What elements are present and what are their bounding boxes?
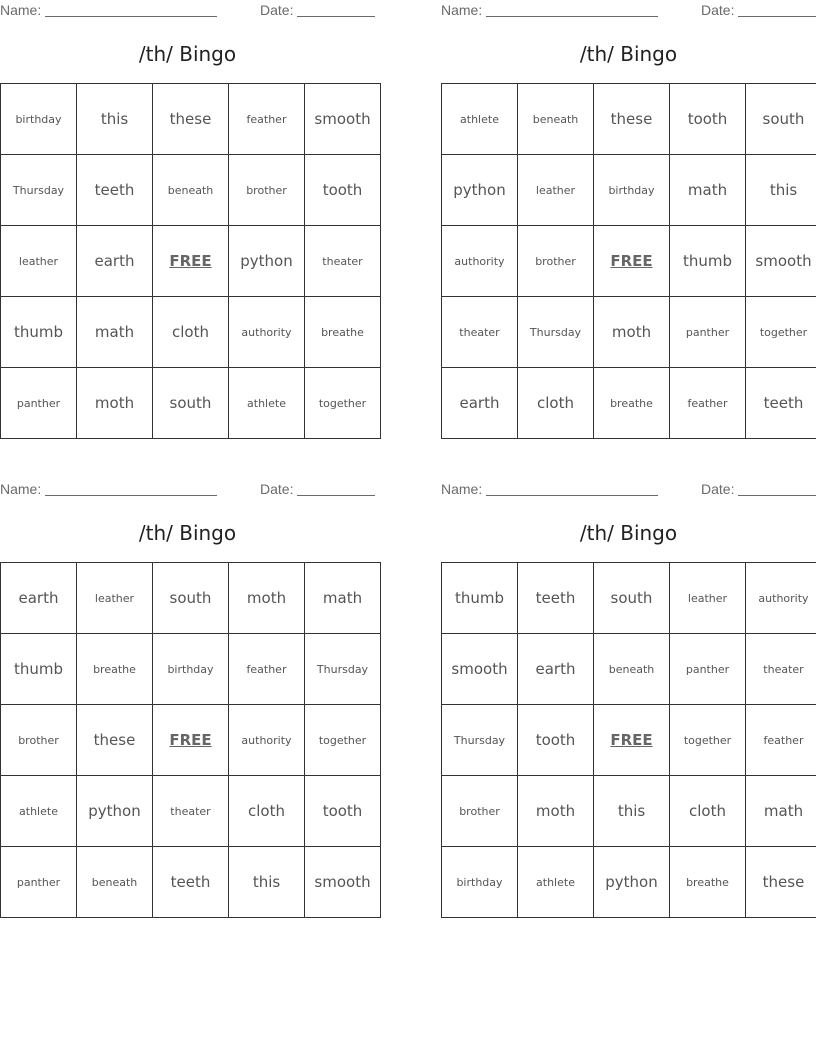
bingo-cell: thumb (1, 634, 77, 705)
bingo-cell: thumb (670, 226, 746, 297)
bingo-row (1, 563, 381, 634)
free-space-cell: FREE (153, 705, 229, 776)
bingo-card (0, 0, 375, 435)
card-title: /th/ Bingo (138, 42, 237, 66)
bingo-row (442, 705, 816, 776)
bingo-cell: breathe (670, 847, 746, 918)
bingo-cell: tooth (305, 155, 381, 226)
bingo-cell: birthday (153, 634, 229, 705)
bingo-cell: south (153, 563, 229, 634)
bingo-cell: breathe (77, 634, 153, 705)
bingo-cell: tooth (670, 84, 746, 155)
bingo-cell: theater (442, 297, 518, 368)
name-blank-line (486, 495, 658, 496)
bingo-card (0, 479, 375, 914)
bingo-cell: panther (670, 634, 746, 705)
name-label: Name: (441, 2, 483, 18)
bingo-cell: leather (1, 226, 77, 297)
bingo-row (442, 847, 816, 918)
bingo-row (442, 776, 816, 847)
bingo-cell: south (594, 563, 670, 634)
bingo-cell: athlete (442, 84, 518, 155)
bingo-cell: feather (229, 634, 305, 705)
bingo-row (442, 634, 816, 705)
bingo-cell: brother (442, 776, 518, 847)
bingo-cell: breathe (594, 368, 670, 439)
name-date-header (441, 2, 816, 20)
bingo-cell: python (594, 847, 670, 918)
date-blank-line (738, 16, 816, 17)
bingo-row (442, 368, 816, 439)
bingo-cell: these (77, 705, 153, 776)
bingo-cell: teeth (153, 847, 229, 918)
bingo-cell: smooth (305, 84, 381, 155)
bingo-cell: teeth (77, 155, 153, 226)
bingo-grid (0, 83, 381, 439)
name-date-header (441, 481, 816, 499)
bingo-cell: together (746, 297, 816, 368)
name-blank-line (45, 495, 217, 496)
bingo-grid (441, 562, 816, 918)
date-blank-line (297, 16, 375, 17)
name-blank-line (486, 16, 658, 17)
free-space-cell: FREE (594, 705, 670, 776)
name-label: Name: (0, 481, 42, 497)
date-label: Date: (260, 481, 294, 497)
bingo-cell: earth (518, 634, 594, 705)
bingo-cell: this (746, 155, 816, 226)
bingo-cell: cloth (518, 368, 594, 439)
bingo-cell: python (442, 155, 518, 226)
bingo-row (1, 705, 381, 776)
bingo-cell: theater (746, 634, 816, 705)
bingo-cell: earth (77, 226, 153, 297)
bingo-cell: beneath (153, 155, 229, 226)
bingo-card (441, 0, 816, 435)
bingo-row (1, 847, 381, 918)
bingo-cell: birthday (442, 847, 518, 918)
bingo-cell: authority (442, 226, 518, 297)
bingo-cell: athlete (518, 847, 594, 918)
bingo-cell: athlete (229, 368, 305, 439)
bingo-row (1, 226, 381, 297)
bingo-cell: birthday (594, 155, 670, 226)
bingo-cell: Thursday (518, 297, 594, 368)
bingo-cell: moth (518, 776, 594, 847)
bingo-cell: panther (1, 847, 77, 918)
bingo-cell: smooth (305, 847, 381, 918)
date-label: Date: (260, 2, 294, 18)
bingo-row (1, 776, 381, 847)
card-title: /th/ Bingo (579, 521, 678, 545)
bingo-cell: smooth (746, 226, 816, 297)
bingo-cell: python (229, 226, 305, 297)
bingo-cell: math (305, 563, 381, 634)
bingo-cell: breathe (305, 297, 381, 368)
bingo-cell: Thursday (1, 155, 77, 226)
bingo-row (1, 84, 381, 155)
date-label: Date: (701, 2, 735, 18)
bingo-cell: theater (305, 226, 381, 297)
name-label: Name: (0, 2, 42, 18)
bingo-cell: these (746, 847, 816, 918)
bingo-cell: these (153, 84, 229, 155)
bingo-cell: earth (442, 368, 518, 439)
bingo-cell: feather (670, 368, 746, 439)
bingo-row (442, 297, 816, 368)
bingo-cell: math (670, 155, 746, 226)
bingo-cell: these (594, 84, 670, 155)
bingo-cell: brother (518, 226, 594, 297)
bingo-cell: together (305, 368, 381, 439)
bingo-row (442, 563, 816, 634)
bingo-grid (441, 83, 816, 439)
bingo-cell: athlete (1, 776, 77, 847)
bingo-cell: together (670, 705, 746, 776)
bingo-cell: Thursday (442, 705, 518, 776)
name-date-header (0, 2, 375, 20)
bingo-cell: math (746, 776, 816, 847)
bingo-cell: moth (77, 368, 153, 439)
bingo-cell: birthday (1, 84, 77, 155)
date-blank-line (297, 495, 375, 496)
bingo-grid (0, 562, 381, 918)
bingo-cell: authority (229, 297, 305, 368)
name-label: Name: (441, 481, 483, 497)
bingo-cell: math (77, 297, 153, 368)
bingo-row (1, 634, 381, 705)
bingo-row (442, 155, 816, 226)
bingo-cell: tooth (305, 776, 381, 847)
bingo-cell: authority (229, 705, 305, 776)
free-space-cell: FREE (153, 226, 229, 297)
bingo-cell: teeth (746, 368, 816, 439)
bingo-cell: panther (1, 368, 77, 439)
bingo-cell: leather (518, 155, 594, 226)
bingo-cell: authority (746, 563, 816, 634)
date-blank-line (738, 495, 816, 496)
bingo-cell: south (153, 368, 229, 439)
bingo-cell: brother (1, 705, 77, 776)
bingo-cell: this (77, 84, 153, 155)
bingo-cell: leather (670, 563, 746, 634)
bingo-cell: cloth (229, 776, 305, 847)
card-title: /th/ Bingo (138, 521, 237, 545)
bingo-row (442, 84, 816, 155)
bingo-cell: earth (1, 563, 77, 634)
bingo-cell: this (229, 847, 305, 918)
bingo-row (1, 368, 381, 439)
bingo-cell: smooth (442, 634, 518, 705)
bingo-cell: beneath (594, 634, 670, 705)
bingo-cell: together (305, 705, 381, 776)
bingo-row (1, 155, 381, 226)
bingo-cell: thumb (1, 297, 77, 368)
bingo-cell: cloth (670, 776, 746, 847)
bingo-cell: brother (229, 155, 305, 226)
bingo-cell: beneath (518, 84, 594, 155)
bingo-cell: feather (229, 84, 305, 155)
name-date-header (0, 481, 375, 499)
date-label: Date: (701, 481, 735, 497)
bingo-cell: leather (77, 563, 153, 634)
bingo-cell: beneath (77, 847, 153, 918)
bingo-cell: south (746, 84, 816, 155)
bingo-cell: python (77, 776, 153, 847)
bingo-cell: moth (229, 563, 305, 634)
bingo-cell: panther (670, 297, 746, 368)
free-space-cell: FREE (594, 226, 670, 297)
bingo-row (442, 226, 816, 297)
bingo-cell: feather (746, 705, 816, 776)
bingo-cell: cloth (153, 297, 229, 368)
bingo-cell: moth (594, 297, 670, 368)
bingo-cell: thumb (442, 563, 518, 634)
name-blank-line (45, 16, 217, 17)
bingo-card (441, 479, 816, 914)
bingo-row (1, 297, 381, 368)
card-title: /th/ Bingo (579, 42, 678, 66)
bingo-cell: Thursday (305, 634, 381, 705)
bingo-cell: theater (153, 776, 229, 847)
bingo-cell: this (594, 776, 670, 847)
bingo-cell: tooth (518, 705, 594, 776)
bingo-cell: teeth (518, 563, 594, 634)
